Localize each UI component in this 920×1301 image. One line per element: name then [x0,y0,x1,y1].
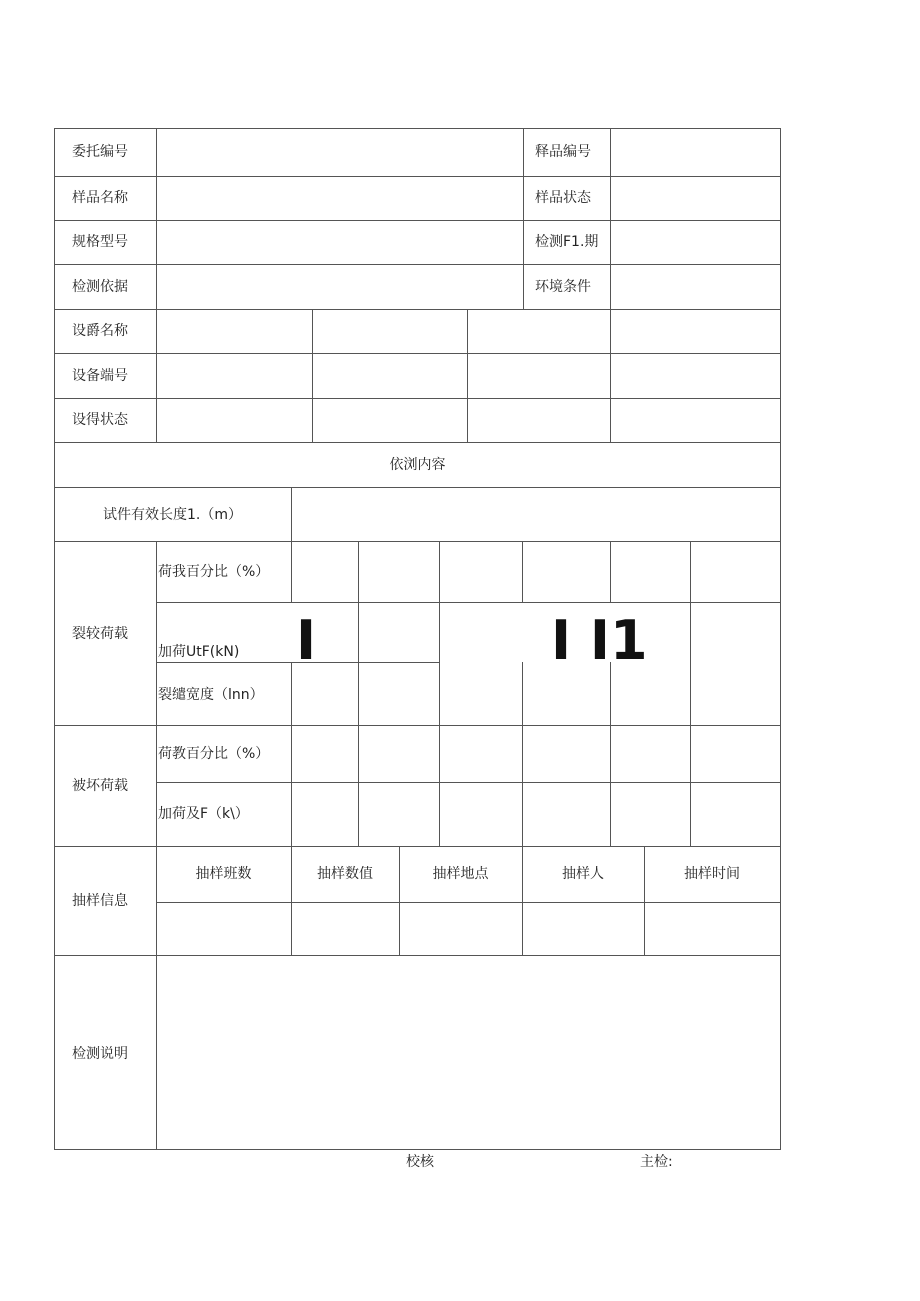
row-divider [54,487,781,488]
entrust-no-label: 委托编号 [72,144,128,160]
sample-no-label: 释品编号 [535,144,591,160]
crack-load-label: 裂较荷载 [72,626,128,642]
row-divider [156,602,781,603]
col-divider [610,725,611,847]
col-divider [522,846,523,956]
env-condition-label: 环境条件 [535,279,591,295]
sample-name-label: 样品名称 [72,190,128,206]
col-divider [523,128,524,310]
sampling-header-time: 抽样时间 [684,866,740,882]
col-divider [522,725,523,847]
row-divider [54,176,781,177]
col-divider [467,309,468,443]
row-divider [156,782,781,783]
equipment-state-label: 设得状态 [72,412,128,428]
sampling-header-quantity: 抽样数值 [317,866,373,882]
test-date-label: 检测F1.期 [535,234,599,250]
failure-load-value-label: 加荷及F（k\） [158,806,249,822]
handwritten-mark-a: I [296,609,317,672]
row-divider [54,353,781,354]
effective-length-label: 试件有效长度1.（m） [103,507,242,523]
test-content-heading: 依浏内容 [389,457,446,473]
col-divider [312,309,313,443]
col-divider [156,128,157,443]
table-border-right [780,128,781,1150]
crack-load-percent-label: 荷我百分比（%） [158,564,270,580]
failure-load-percent-label: 荷教百分比（%） [158,746,270,762]
col-divider [291,725,292,847]
col-divider [291,487,292,542]
table-border-left [54,128,55,1150]
row-divider [54,264,781,265]
col-divider [291,662,292,726]
row-divider [54,955,781,956]
col-divider [610,128,611,443]
col-divider [644,846,645,956]
col-divider [690,541,691,726]
inspector-label: 主检: [640,1154,673,1170]
test-description-label: 检测说明 [72,1046,128,1062]
row-divider [54,846,781,847]
col-divider [522,662,523,726]
table-border-top [54,128,781,129]
row-divider [54,725,781,726]
col-divider [358,541,359,726]
row-divider [156,902,781,903]
sampling-header-person: 抽样人 [562,866,604,882]
row-divider [54,398,781,399]
sampling-header-batch: 抽样班数 [195,866,252,882]
sampling-header-location: 抽样地点 [432,866,489,882]
col-divider [690,725,691,847]
table-border-bottom [54,1149,781,1150]
col-divider [522,541,523,602]
checker-label: 校核 [406,1154,434,1170]
col-divider [399,846,400,956]
crack-load-value-label: 加荷UtF(kN) [158,644,240,660]
row-divider [54,220,781,221]
equipment-name-label: 设爵名称 [72,323,128,339]
failure-load-label: 被坏荷载 [72,778,128,794]
col-divider [156,541,157,1150]
row-divider [54,442,781,443]
sampling-info-label: 抽样信息 [72,893,128,909]
sample-state-label: 样品状态 [535,190,591,206]
row-divider [54,541,781,542]
crack-width-label: 裂缱宽度（lnn） [158,687,264,703]
test-basis-label: 检测依据 [72,279,128,295]
equipment-no-label: 设备端号 [72,368,128,384]
col-divider [439,725,440,847]
col-divider [291,846,292,956]
row-divider [54,309,781,310]
spec-model-label: 规格型号 [72,234,128,250]
col-divider [610,541,611,602]
col-divider [439,541,440,726]
handwritten-mark-b: I I1 [551,609,648,672]
col-divider [358,725,359,847]
col-divider [291,541,292,602]
